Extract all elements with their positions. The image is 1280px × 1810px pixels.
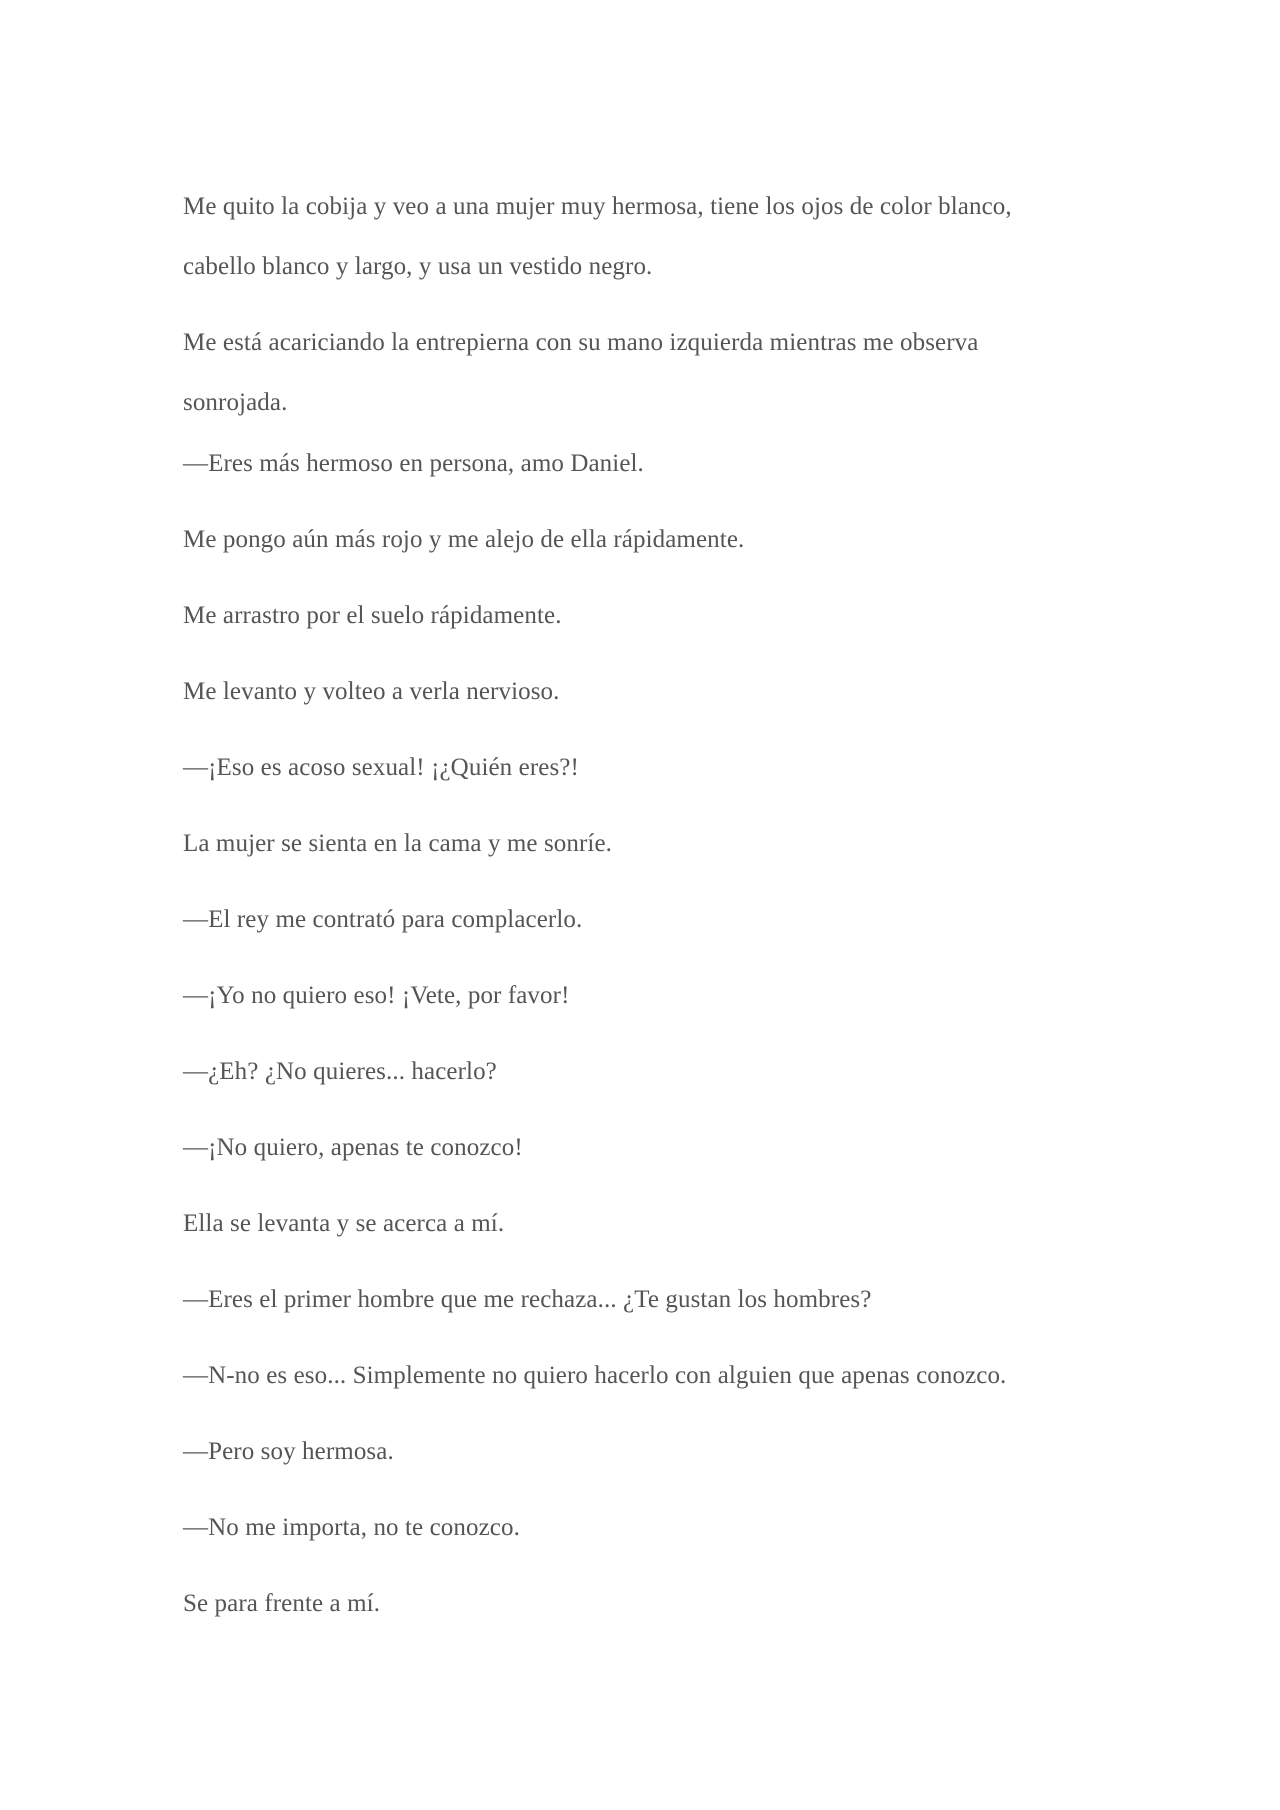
paragraph: —No me importa, no te conozco. bbox=[183, 1514, 520, 1541]
paragraph: —¡Eso es acoso sexual! ¡¿Quién eres?! bbox=[183, 754, 579, 781]
paragraph: Se para frente a mí. bbox=[183, 1590, 381, 1617]
paragraph: Me arrastro por el suelo rápidamente. bbox=[183, 602, 562, 629]
paragraph: Ella se levanta y se acerca a mí. bbox=[183, 1210, 505, 1237]
paragraph: —El rey me contrató para complacerlo. bbox=[183, 906, 583, 933]
paragraph: Me quito la cobija y veo a una mujer muy hermosa, tiene los ojos de color blanco, cabello blanco y largo, y usa un vestido negro. bbox=[183, 193, 1012, 280]
paragraph: Me levanto y volteo a verla nervioso. bbox=[183, 678, 560, 705]
paragraph: —Eres el primer hombre que me rechaza... ¿Te gustan los hombres? bbox=[183, 1286, 872, 1313]
paragraph: —Eres más hermoso en persona, amo Daniel. bbox=[183, 450, 644, 477]
paragraph: —Pero soy hermosa. bbox=[183, 1438, 394, 1465]
paragraph: —¡No quiero, apenas te conozco! bbox=[183, 1134, 523, 1161]
paragraph: —N-no es eso... Simplemente no quiero hacerlo con alguien que apenas conozco. bbox=[183, 1362, 1007, 1389]
paragraph: —¿Eh? ¿No quieres... hacerlo? bbox=[183, 1058, 497, 1085]
paragraph: Me está acariciando la entrepierna con su mano izquierda mientras me observa sonrojada. bbox=[183, 329, 979, 416]
paragraph: Me pongo aún más rojo y me alejo de ella rápidamente. bbox=[183, 526, 745, 553]
document-body bbox=[183, 177, 1083, 1665]
paragraph: La mujer se sienta en la cama y me sonríe. bbox=[183, 830, 613, 857]
paragraph: —¡Yo no quiero eso! ¡Vete, por favor! bbox=[183, 982, 570, 1009]
